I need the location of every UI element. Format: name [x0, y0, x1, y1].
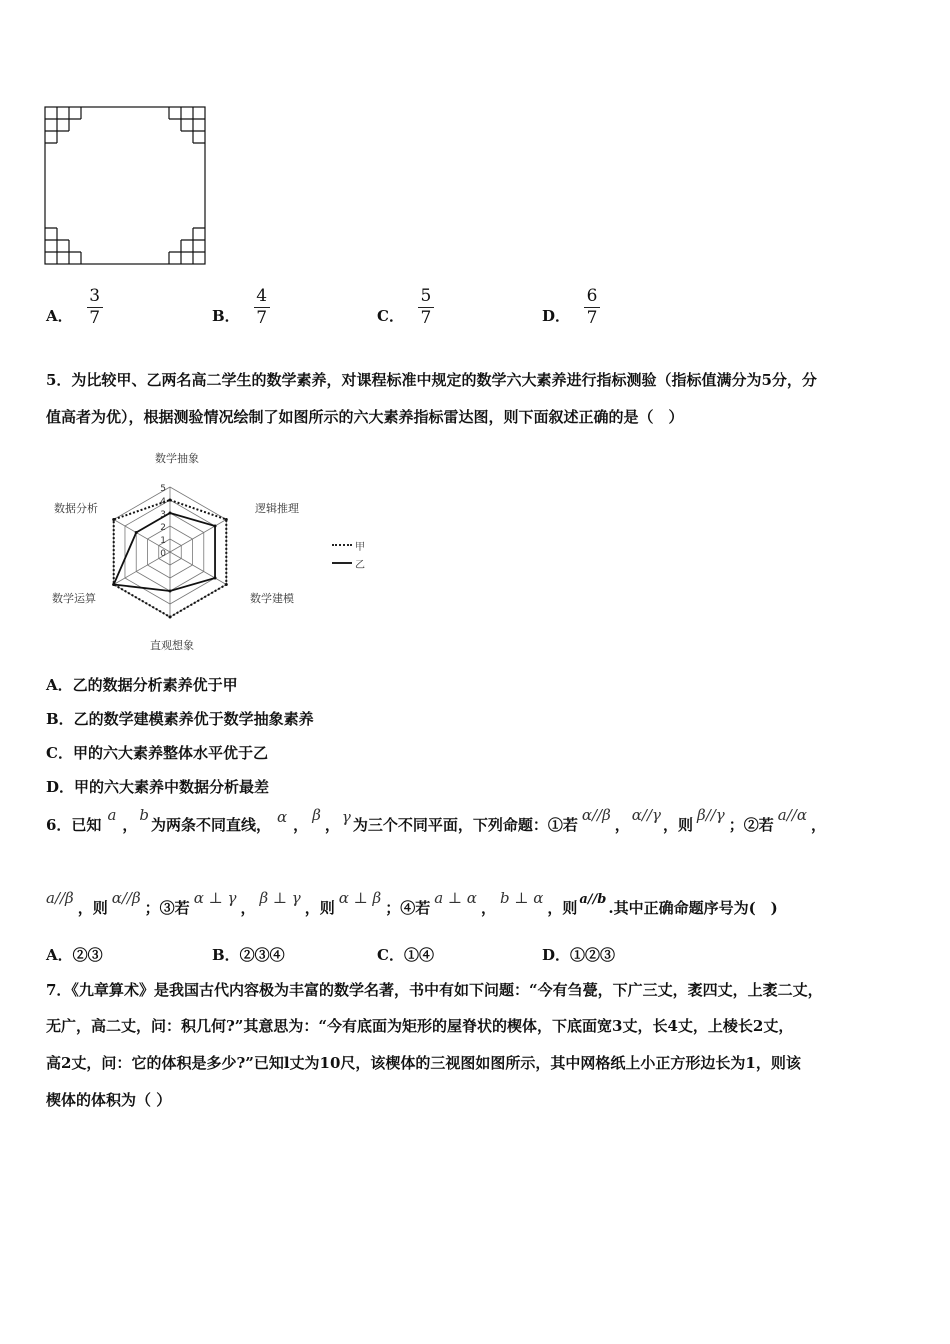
option-letter: A． [46, 307, 73, 325]
q6-text: ， [240, 899, 256, 917]
axis-label-logic: 逻辑推理 [255, 502, 299, 515]
fraction [87, 287, 103, 328]
axis-spoke-1 [170, 520, 226, 553]
series-point-1-0 [169, 512, 172, 515]
math-alpha-perp-beta: α ⊥ β [338, 889, 382, 907]
axis-label-intuition: 直观想象 [150, 639, 194, 652]
fraction [418, 287, 434, 328]
q6-text: 6．已知 [46, 816, 102, 834]
math-a-par-alpha: a//α [777, 806, 807, 824]
tick-label-2: 2 [160, 523, 166, 533]
math-b-perp-alpha: b ⊥ α [499, 889, 544, 907]
q5-option-d[interactable]: D．甲的六大素养中数据分析最差 [46, 778, 270, 796]
legend-item-yi [332, 556, 365, 570]
math-alpha-par-beta: α//β [111, 889, 141, 907]
legend-label: 甲 [355, 541, 365, 553]
series-point-0-5 [112, 518, 115, 521]
radar-svg [40, 440, 380, 660]
q6-text: ， [810, 816, 826, 834]
radar-chart [40, 440, 380, 660]
tick-label-5: 5 [160, 484, 166, 494]
tick-label-3: 3 [160, 510, 166, 520]
q6-text: ， [293, 816, 309, 834]
math-alpha-par-beta: α//β [581, 806, 611, 824]
q7-stem-line1: 7．《九章算术》是我国古代内容极为丰富的数学名著，书中有如下问题：“今有刍甍，下广三丈，袤四丈，上袤二丈， [46, 981, 823, 999]
fraction [254, 287, 270, 328]
math-b: b [139, 806, 150, 824]
radar-legend [332, 538, 365, 570]
axis-label-analysis: 数据分析 [54, 502, 98, 515]
q6-text: ；②若 [728, 816, 774, 834]
numerator: 3 [89, 286, 101, 306]
square-figure [40, 102, 212, 270]
q5-option-c[interactable]: C．甲的六大素养整体水平优于乙 [46, 744, 268, 762]
series-point-1-3 [169, 590, 172, 593]
denominator: 7 [586, 308, 598, 328]
fraction [584, 287, 600, 328]
q6-text: ；④若 [385, 899, 431, 917]
math-gamma: γ [341, 808, 351, 826]
q6-text: ， [614, 816, 630, 834]
numerator: 6 [586, 286, 598, 306]
q4-option-c[interactable] [377, 287, 434, 328]
q7-stem-line2: 无广，高二丈，问：积几何?”其意思为：“今有底面为矩形的屋脊状的楔体，下底面宽3丈，长4丈，上棱长2丈， [46, 1017, 794, 1035]
legend-label: 乙 [355, 559, 365, 571]
math-beta-perp-gamma: β ⊥ γ [259, 889, 301, 907]
q6-text: ；③若 [144, 899, 190, 917]
series-point-1-1 [214, 525, 217, 528]
tick-label-4: 4 [160, 497, 166, 507]
q4-option-a[interactable] [46, 287, 103, 328]
q6-option-d[interactable]: D．①②③ [542, 946, 616, 964]
tick-label-1: 1 [160, 536, 166, 546]
numerator: 4 [256, 286, 268, 306]
denominator: 7 [420, 308, 432, 328]
series-point-1-5 [135, 531, 138, 534]
q6-text: 为三个不同平面，下列命题：①若 [352, 816, 578, 834]
q5-option-a[interactable]: A．乙的数据分析素养优于甲 [46, 676, 238, 694]
q6-text: ，则 [663, 816, 694, 834]
math-a-par-beta: a//β [46, 889, 74, 907]
option-letter: C． [377, 307, 404, 325]
math-a: a [107, 806, 117, 824]
q6-line2 [46, 889, 778, 920]
axis-label-modeling: 数学建模 [250, 592, 294, 605]
q5-stem-line1: 5．为比较甲、乙两名高二学生的数学素养，对课程标准中规定的数学六大素养进行指标测验（指标值满分为5分，分 [46, 371, 817, 389]
q6-option-a[interactable]: A．②③ [46, 946, 103, 964]
option-letter: D． [542, 307, 571, 325]
q6-option-c[interactable]: C．①④ [377, 946, 434, 964]
math-beta-par-gamma: β//γ [697, 806, 725, 824]
math-a-par-b: a//b [579, 892, 607, 907]
series-point-0-1 [225, 518, 228, 521]
series-point-1-2 [214, 577, 217, 580]
denominator: 7 [256, 308, 268, 328]
q6-text: 为两条不同直线， [151, 816, 272, 834]
series-point-1-4 [112, 583, 115, 586]
math-alpha: α [277, 808, 288, 826]
q6-text: ， [480, 899, 496, 917]
math-beta: β [312, 806, 321, 824]
legend-swatch-dotted [332, 544, 352, 546]
axis-label-abstract: 数学抽象 [155, 452, 199, 465]
q6-text: ，则 [304, 899, 335, 917]
series-point-0-2 [225, 583, 228, 586]
q6-text: ， [324, 816, 340, 834]
math-alpha-perp-gamma: α ⊥ γ [193, 889, 237, 907]
q6-text: ，则 [77, 899, 108, 917]
math-alpha-par-gamma: α//γ [631, 806, 661, 824]
series-point-0-0 [169, 499, 172, 502]
numerator: 5 [420, 286, 432, 306]
q6-text: ， [122, 816, 138, 834]
q7-stem-line3: 高2丈，问：它的体积是多少?”已知l丈为10尺，该楔体的三视图如图所示，其中网格纸上小正方形边长为1，则该 [46, 1054, 801, 1072]
q6-text: ，则 [547, 899, 578, 917]
q4-option-d[interactable] [542, 287, 600, 328]
q4-option-b[interactable] [212, 287, 270, 328]
tick-label-0: 0 [160, 549, 166, 559]
option-letter: B． [212, 307, 240, 325]
axis-spoke-2 [170, 552, 226, 585]
legend-swatch-solid [332, 562, 352, 564]
math-a-perp-alpha: a ⊥ α [434, 889, 477, 907]
q6-line1 [46, 806, 826, 835]
q5-stem-line2: 值高者为优），根据测验情况绘制了如图所示的六大素养指标雷达图，则下面叙述正确的是（ ） [46, 408, 684, 426]
axis-label-operation: 数学运算 [52, 592, 96, 605]
q6-option-b[interactable]: B．②③④ [212, 946, 285, 964]
series-point-0-3 [169, 616, 172, 619]
q7-stem-line4: 楔体的体积为（ ） [46, 1091, 172, 1109]
denominator: 7 [89, 308, 101, 328]
legend-item-jia [332, 538, 365, 552]
q5-option-b[interactable]: B．乙的数学建模素养优于数学抽象素养 [46, 710, 314, 728]
q6-text: .其中正确命题序号为( ) [608, 899, 778, 917]
